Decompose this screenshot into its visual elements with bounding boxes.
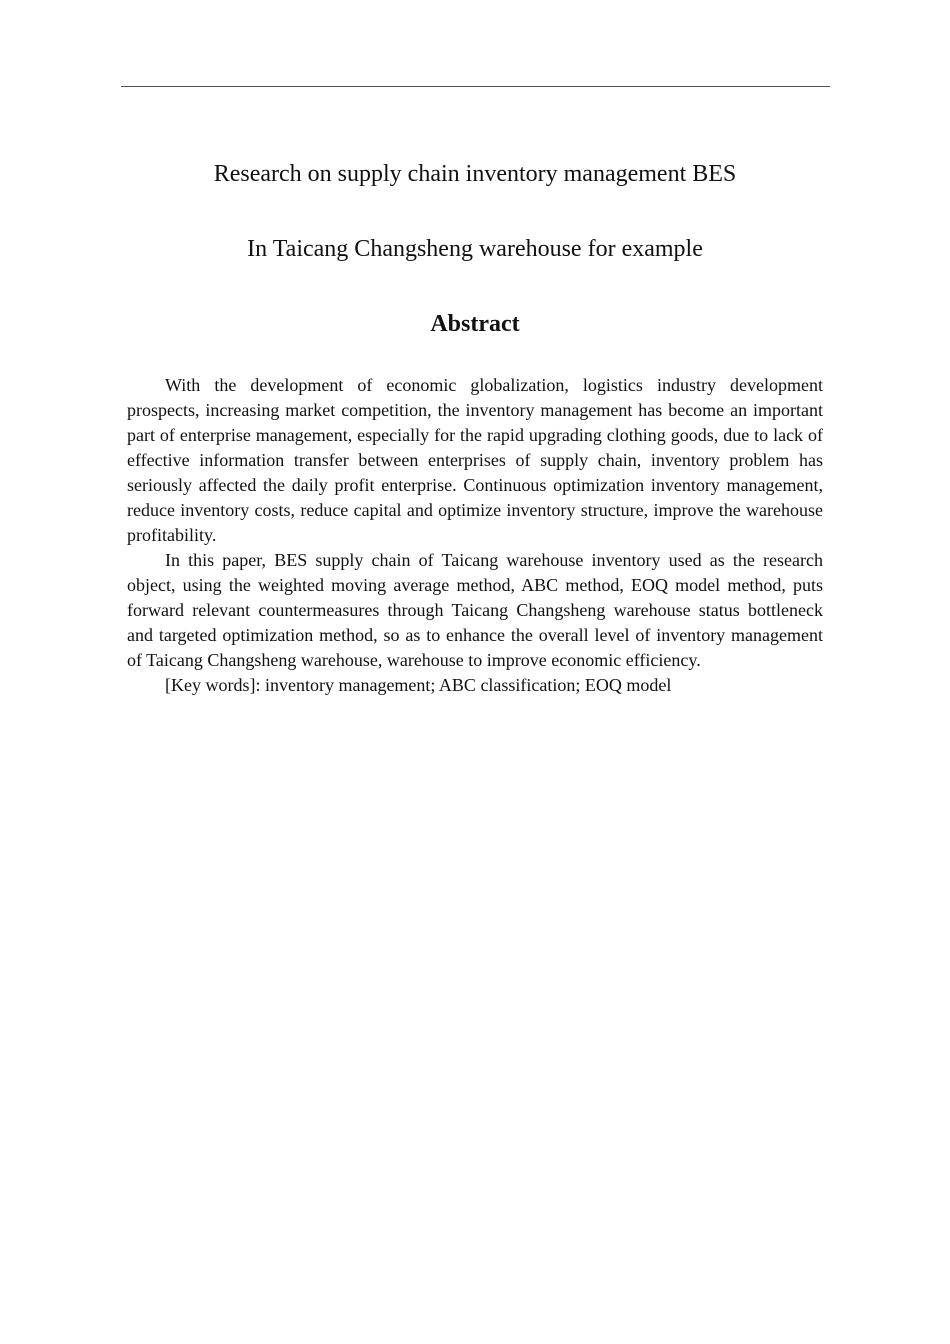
abstract-paragraph-2: In this paper, BES supply chain of Taicang warehouse inventory used as the research object, using the weighted moving average method, ABC method, EOQ model method, puts forward relevant countermeasures through Taicang Changsheng warehouse status bottleneck and targeted optimization method, so as to enhance the overall level of inventory management of Taicang Changsheng warehouse, warehouse to improve economic efficiency. — [127, 550, 823, 670]
abstract-heading: Abstract — [430, 311, 520, 337]
paper-subtitle: In Taicang Changsheng warehouse for example — [247, 236, 703, 262]
keywords-line: [Key words]: inventory management; ABC classification; EOQ model — [165, 675, 672, 695]
abstract-body — [127, 373, 823, 698]
abstract-paragraph-1: With the development of economic globalization, logistics industry development prospects, increasing market competition, the inventory management has become an important part of enterprise management, especially for the rapid upgrading clothing goods, due to lack of effective information transfer between enterprises of supply chain, inventory problem has seriously affected the daily profit enterprise. Continuous optimization inventory management, reduce inventory costs, reduce capital and optimize inventory structure, improve the warehouse profitability. — [127, 375, 823, 545]
header-rule — [121, 86, 830, 87]
paper-title: Research on supply chain inventory management BES — [213, 161, 737, 187]
